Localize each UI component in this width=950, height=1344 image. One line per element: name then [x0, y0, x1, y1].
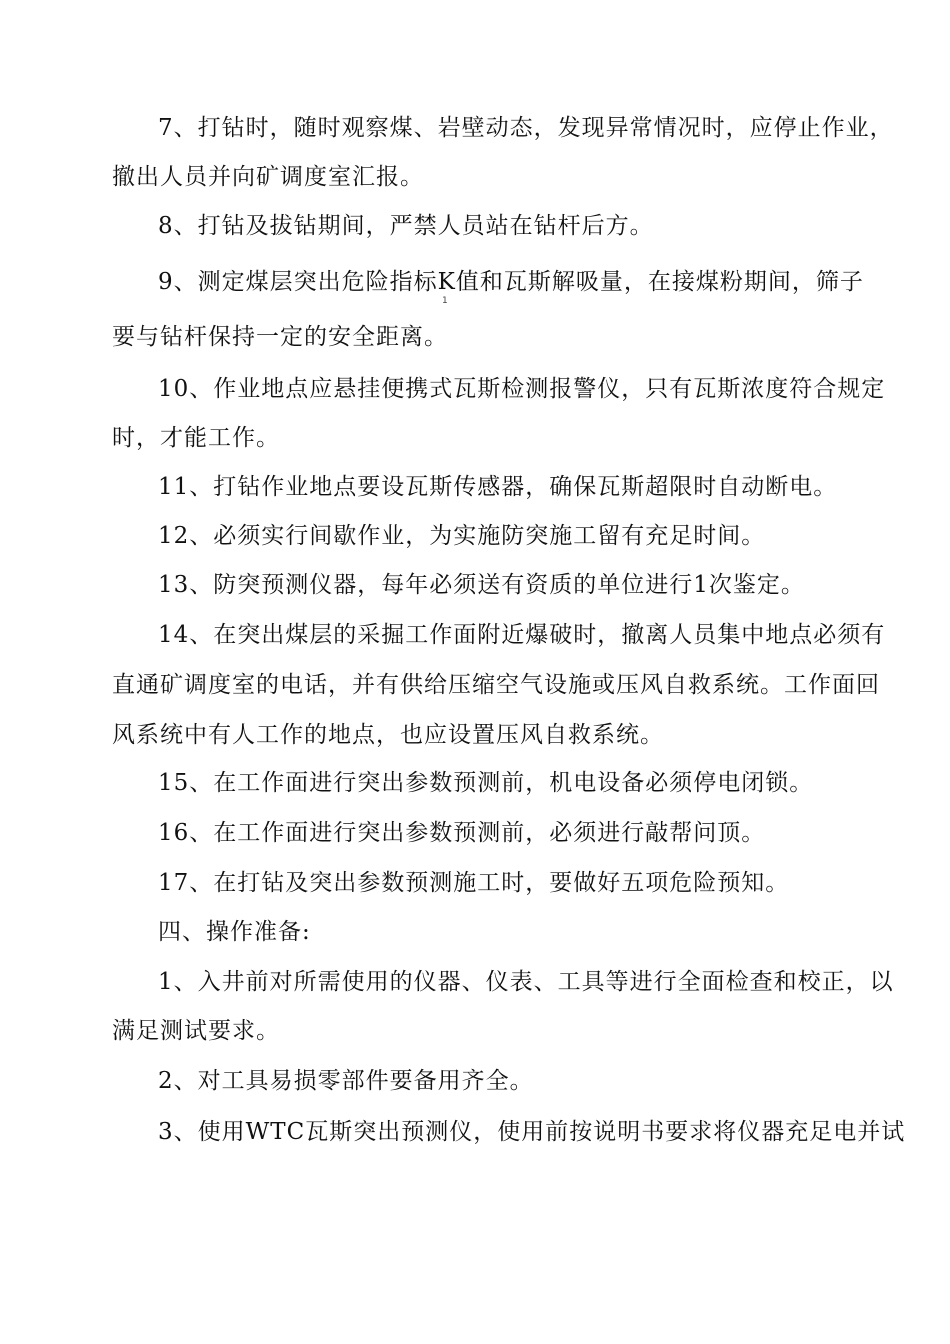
paragraph-line: 12、必须实行间歇作业，为实施防突施工留有充足时间。 — [158, 523, 766, 549]
paragraph-line: 直通矿调度室的电话，并有供给压缩空气设施或压风自救系统。工作面回 — [112, 672, 880, 698]
paragraph-line: 14、在突出煤层的采掘工作面附近爆破时，撤离人员集中地点必须有 — [158, 622, 886, 648]
paragraph-line: 满足测试要求。 — [112, 1018, 280, 1044]
paragraph-line: 11、打钻作业地点要设瓦斯传感器，确保瓦斯超限时自动断电。 — [158, 474, 838, 500]
section-heading: 四、操作准备: — [158, 919, 311, 945]
paragraph-line: 要与钻杆保持一定的安全距离。 — [112, 324, 448, 350]
paragraph-line: 7、打钻时，随时观察煤、岩壁动态，发现异常情况时，应停止作业， — [158, 115, 894, 141]
paragraph-line: 2、对工具易损零部件要备用齐全。 — [158, 1068, 534, 1094]
paragraph-line: 时，才能工作。 — [112, 425, 280, 451]
paragraph-line: 8、打钻及拔钻期间，严禁人员站在钻杆后方。 — [158, 213, 654, 239]
paragraph-line: 3、使用WTC瓦斯突出预测仪，使用前按说明书要求将仪器充足电并试 — [158, 1119, 906, 1145]
paragraph-line: 1、入井前对所需使用的仪器、仪表、工具等进行全面检查和校正，以 — [158, 969, 894, 995]
k-subscript: 1 — [442, 296, 448, 306]
paragraph-line: 16、在工作面进行突出参数预测前，必须进行敲帮问顶。 — [158, 820, 766, 846]
paragraph-line: 风系统中有人工作的地点，也应设置压风自救系统。 — [112, 722, 664, 748]
paragraph-line: 17、在打钻及突出参数预测施工时，要做好五项危险预知。 — [158, 870, 790, 896]
paragraph-line: 10、作业地点应悬挂便携式瓦斯检测报警仪，只有瓦斯浓度符合规定 — [158, 376, 886, 402]
paragraph-line: 撤出人员并向矿调度室汇报。 — [112, 164, 424, 190]
paragraph-line: 13、防突预测仪器，每年必须送有资质的单位进行1次鉴定。 — [158, 572, 805, 598]
paragraph-line: 9、测定煤层突出危险指标K值和瓦斯解吸量，在接煤粉期间，筛子 — [158, 269, 864, 295]
paragraph-line: 15、在工作面进行突出参数预测前，机电设备必须停电闭锁。 — [158, 770, 814, 796]
